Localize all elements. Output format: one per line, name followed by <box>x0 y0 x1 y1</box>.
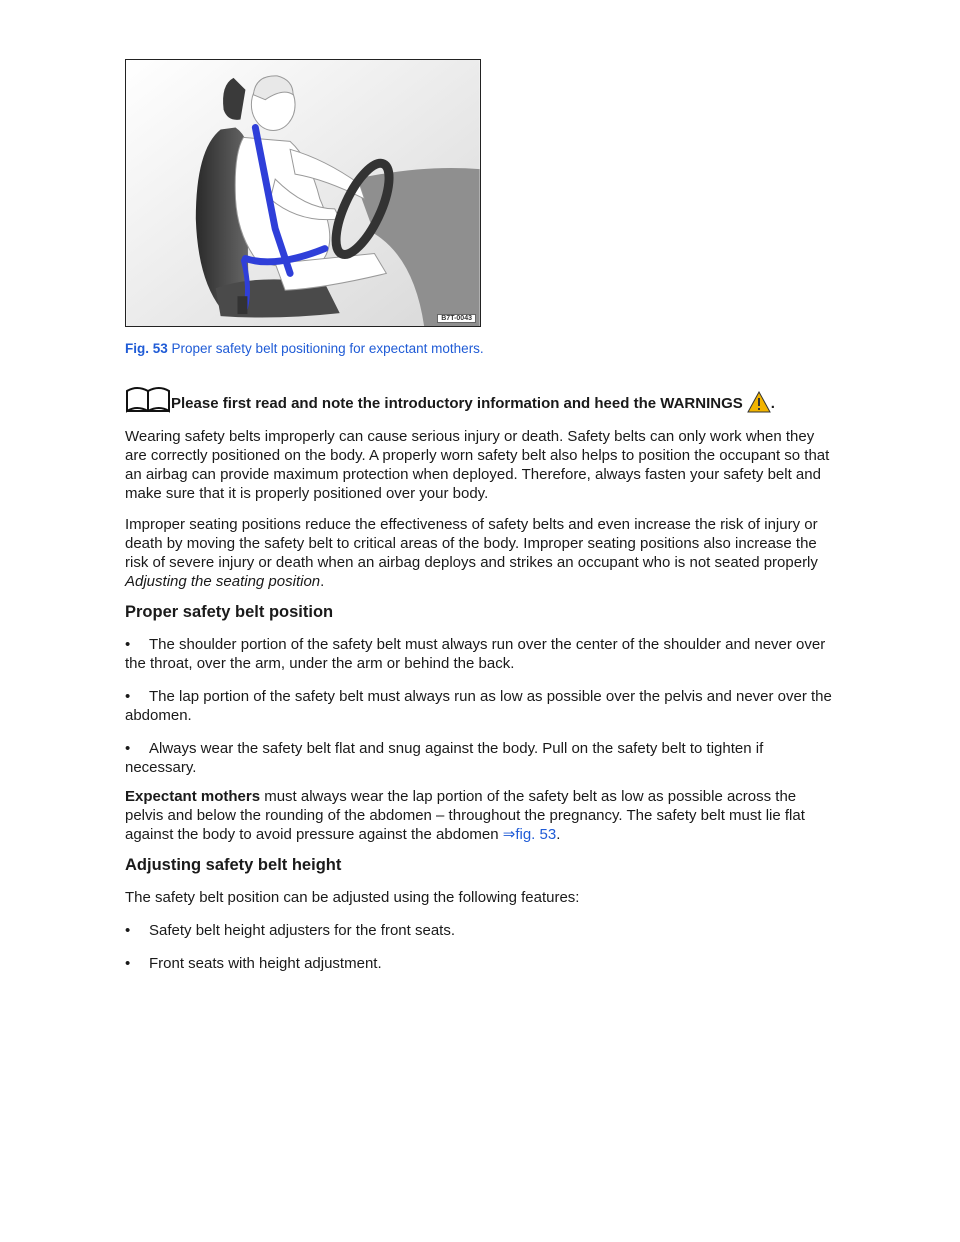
note-end: . <box>770 395 775 412</box>
figure-caption-label: Fig. 53 <box>125 341 168 356</box>
list-item <box>125 687 835 725</box>
bullet-icon: • <box>125 922 131 939</box>
paragraph-seating-positions <box>125 515 835 591</box>
list-item-text: The shoulder portion of the safety belt must always run over the center of the shoulder and never over the throat, over the arm, under the arm or behind the back. <box>125 636 826 672</box>
open-book-icon <box>125 383 171 413</box>
seating-position-reference[interactable]: Adjusting the seating position <box>125 573 321 590</box>
list-item <box>125 739 835 777</box>
bullet-icon: • <box>125 955 131 972</box>
figure-caption-text: Proper safety belt positioning for expectant mothers. <box>167 341 484 356</box>
bullet-icon: • <box>125 740 131 757</box>
expectant-mothers-bold: Expectant mothers <box>125 788 261 805</box>
figure-illustration <box>125 59 481 327</box>
expectant-mothers-end: . <box>556 826 561 843</box>
note-line <box>125 383 835 413</box>
fig-53-link[interactable]: fig. 53 <box>515 826 557 843</box>
expectant-mothers-text: must always wear the lap portion of the safety belt as low as possible across the pelvis and below the rounding of the abdomen – throughout the pregnancy. The safety belt must lie flat against the body to avoid pressure against the abdomen <box>125 788 805 843</box>
paragraph-adjust-intro: The safety belt position can be adjusted using the following features: <box>125 889 580 906</box>
paragraph-seating-end: . <box>320 573 325 590</box>
figure-code: B7T-0043 <box>437 314 476 323</box>
paragraph-seating-text: Improper seating positions reduce the effectiveness of safety belts and even increase the risk of injury or death by moving the safety belt to critical areas of the body. Improper seating positions also increase the risk of severe injury or death when an airbag deploys and strikes an occupant who is not seated properly <box>125 516 818 571</box>
document-body <box>125 383 835 987</box>
list-item <box>125 635 835 673</box>
figure-caption <box>125 341 484 356</box>
cross-reference-arrow-icon: ⇒ <box>502 826 516 843</box>
paragraph-improper-wear: Wearing safety belts improperly can cause serious injury or death. Safety belts can only work when they are correctly positioned on the body. A properly worn safety belt also helps to position the occupant so that an airbag can provide maximum protection when deployed. Therefore, always fasten your safety belt and make sure that it is properly positioned over your body. <box>125 428 830 502</box>
note-text: Please first read and note the introductory information and heed the WARNINGS <box>171 395 743 412</box>
bullet-icon: • <box>125 688 131 705</box>
paragraph-expectant-mothers <box>125 787 835 844</box>
pregnant-driver-illustration <box>126 60 480 326</box>
list-item-text: Front seats with height adjustment. <box>149 955 382 972</box>
list-item-text: Safety belt height adjusters for the front seats. <box>149 922 456 939</box>
heading-adjusting-belt-height: Adjusting safety belt height <box>125 856 342 874</box>
list-item <box>125 921 835 940</box>
list-item <box>125 954 835 973</box>
heading-proper-belt-position: Proper safety belt position <box>125 603 334 621</box>
list-item-text: Always wear the safety belt flat and snug against the body. Pull on the safety belt to tighten if necessary. <box>125 740 764 776</box>
bullet-icon: • <box>125 636 131 653</box>
list-item-text: The lap portion of the safety belt must always run as low as possible over the pelvis and never over the abdomen. <box>125 688 832 724</box>
warning-triangle-icon[interactable] <box>747 391 771 413</box>
